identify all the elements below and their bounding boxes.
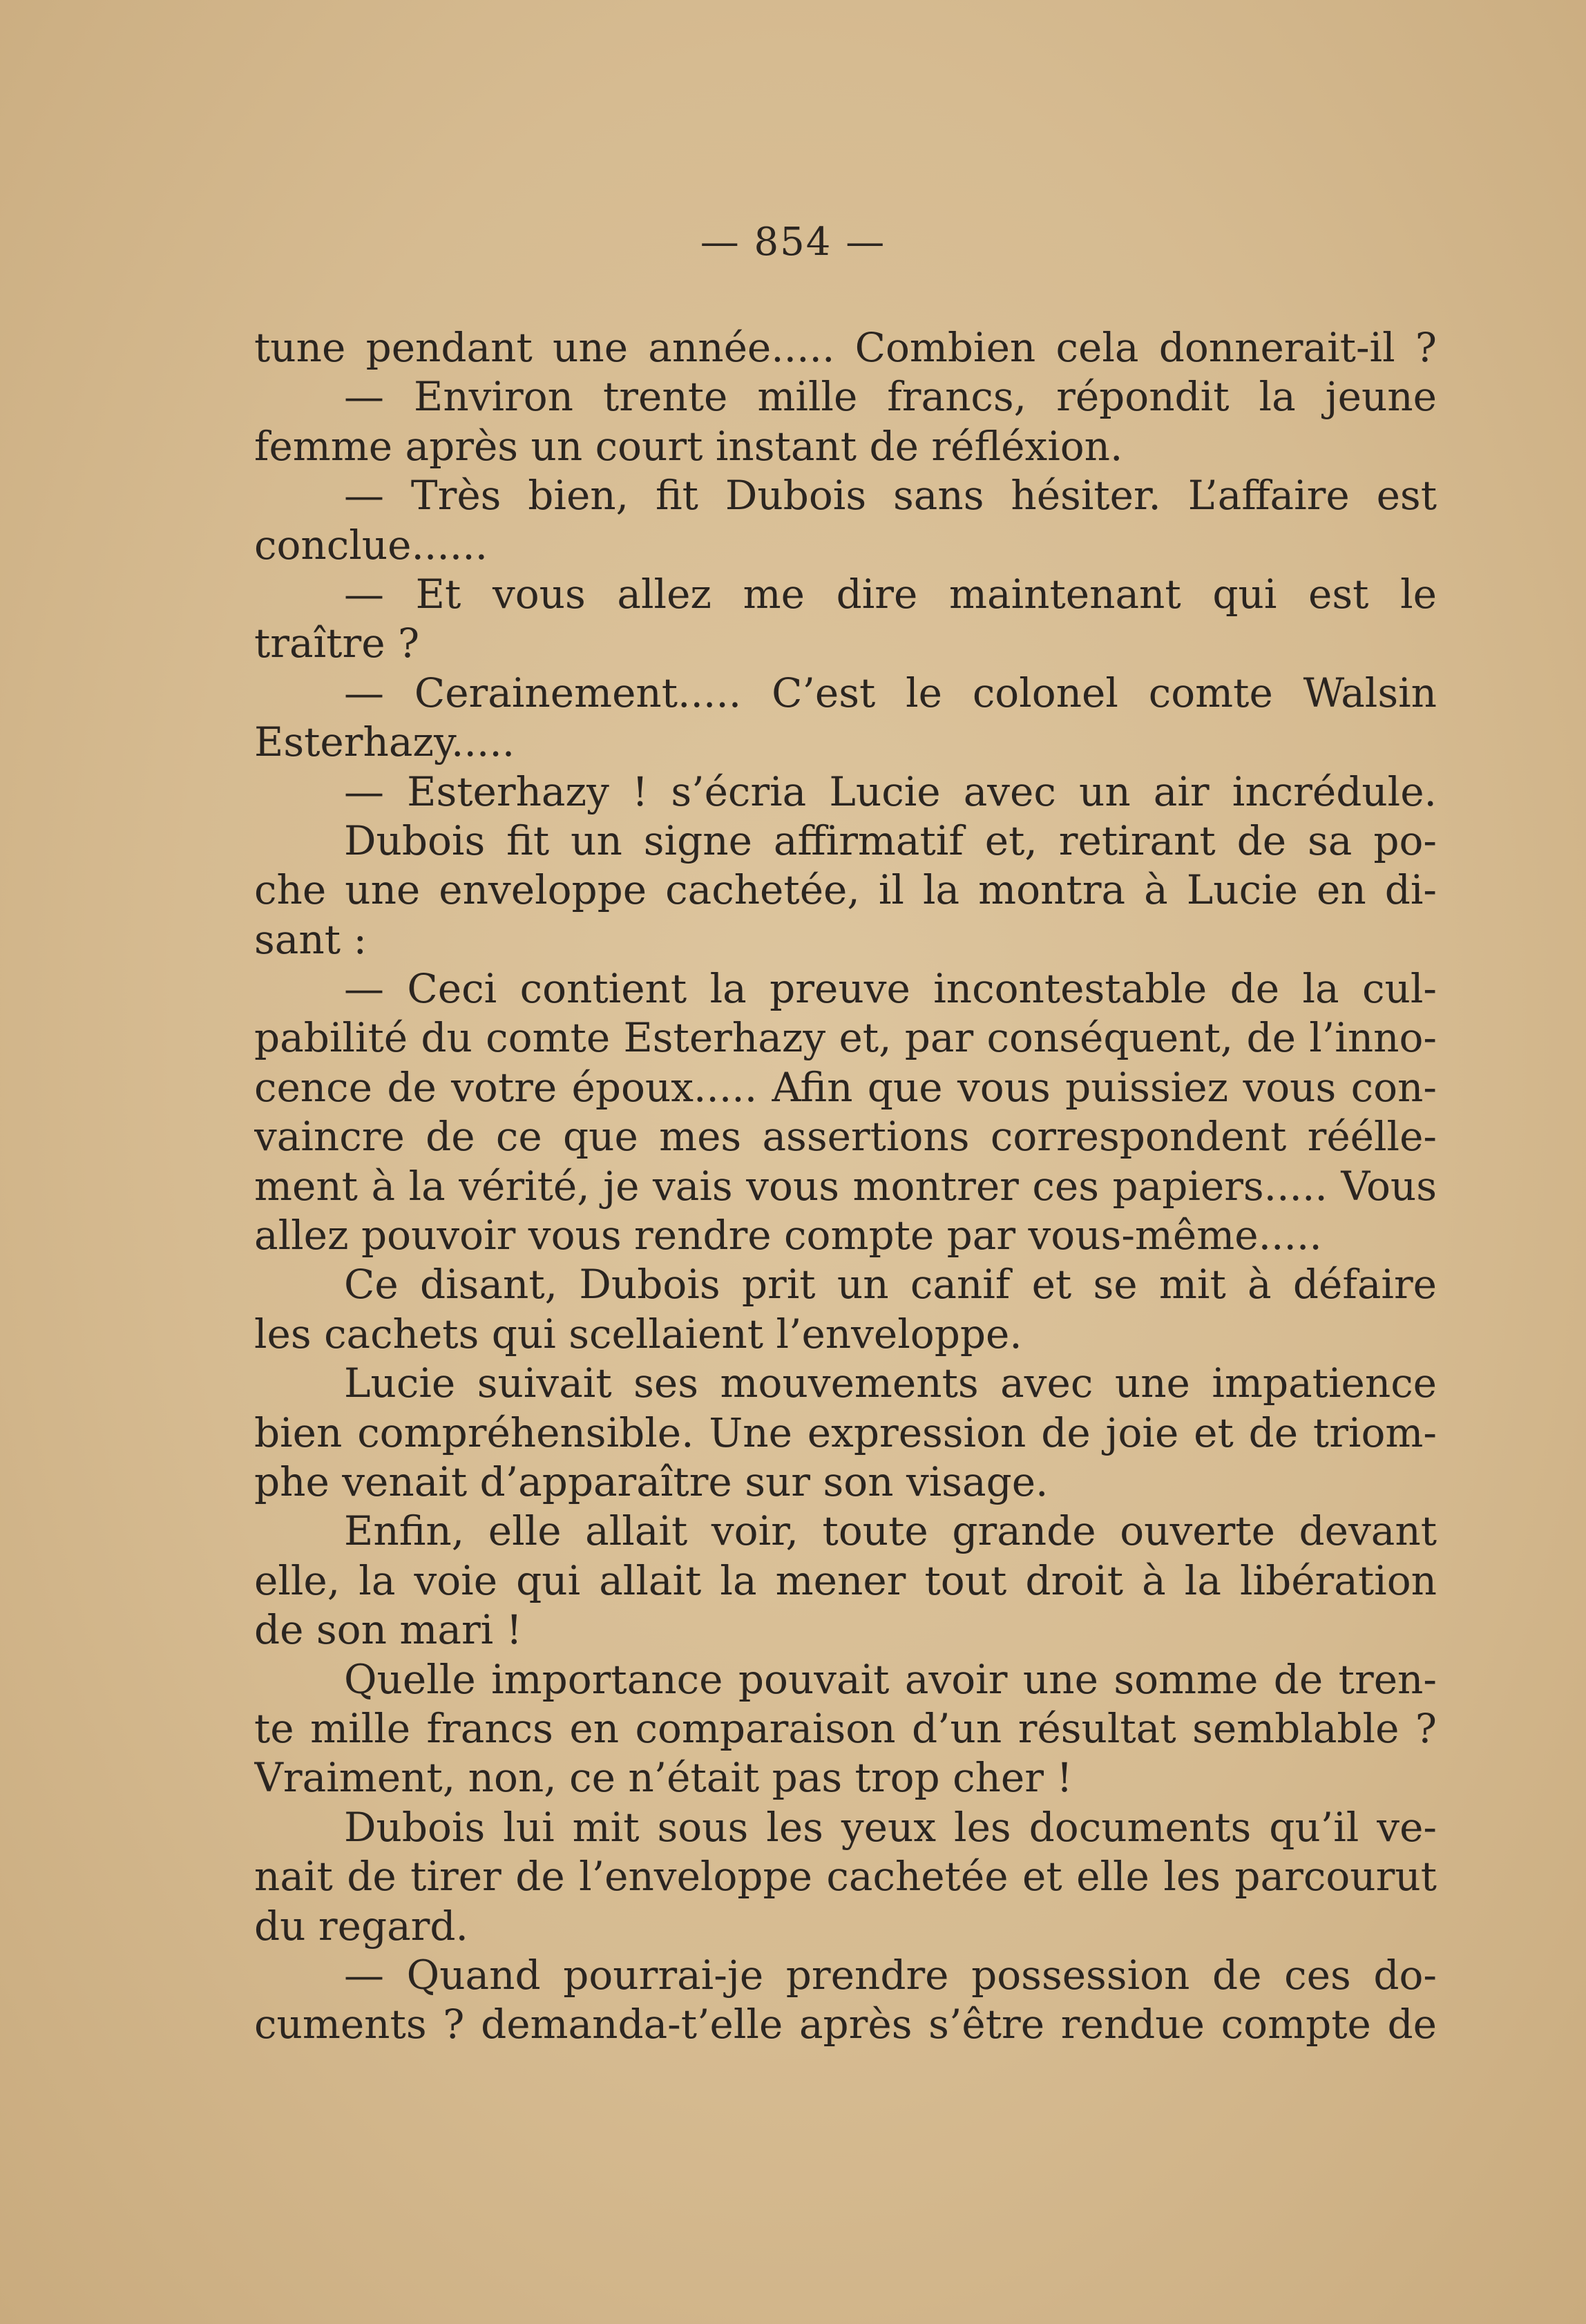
- text-line: — Et vous allez me dire maintenant qui est le: [344, 570, 1437, 618]
- text-line: de son mari !: [254, 1606, 522, 1654]
- text-line: ment à la vérité, je vais vous montrer ces papiers..... Vous: [254, 1162, 1437, 1210]
- text-line: conclue......: [254, 521, 488, 569]
- text-line: — Ceci contient la preuve incontestable de la cul-: [344, 965, 1437, 1013]
- text-line: che une enveloppe cachetée, il la montra à Lucie en di-: [254, 866, 1437, 914]
- text-line: Ce disant, Dubois prit un canif et se mit à défaire: [344, 1261, 1437, 1308]
- text-line: tune pendant une année..... Combien cela donnerait-il ?: [254, 324, 1437, 371]
- text-line: phe venait d’apparaître sur son visage.: [254, 1458, 1049, 1505]
- text-line: cuments ? demanda-t’elle après s’être rendue compte de: [254, 2001, 1437, 2048]
- text-line: — Esterhazy ! s’écria Lucie avec un air incrédule.: [344, 768, 1437, 815]
- text-line: pabilité du comte Esterhazy et, par conséquent, de l’inno-: [254, 1014, 1437, 1062]
- text-line: sant :: [254, 915, 367, 963]
- page-number: — 854 —: [700, 220, 886, 265]
- text-line: du regard.: [254, 1902, 468, 1950]
- text-line: bien compréhensible. Une expression de joie et de triom-: [254, 1409, 1437, 1456]
- text-line: femme après un court instant de réfléxion.: [254, 422, 1123, 470]
- text-line: elle, la voie qui allait la mener tout droit à la libération: [254, 1556, 1437, 1604]
- text-line: vaincre de ce que mes assertions correspondent réélle-: [254, 1113, 1437, 1161]
- text-line: Enfin, elle allait voir, toute grande ouverte devant: [344, 1507, 1437, 1555]
- text-line: Quelle importance pouvait avoir une somme de tren-: [344, 1655, 1437, 1703]
- text-line: Esterhazy.....: [254, 718, 515, 766]
- text-line: traître ?: [254, 620, 420, 667]
- text-line: Dubois fit un signe affirmatif et, retirant de sa po-: [344, 817, 1437, 864]
- text-line: Vraiment, non, ce n’était pas trop cher !: [254, 1754, 1073, 1802]
- text-line: cence de votre époux..... Afin que vous puissiez vous con-: [254, 1063, 1437, 1111]
- body-text: [254, 323, 1437, 2050]
- text-line: — Très bien, fit Dubois sans hésiter. L’affaire est: [344, 472, 1437, 520]
- text-line: Lucie suivait ses mouvements avec une impatience: [344, 1360, 1437, 1407]
- text-line: — Environ trente mille francs, répondit la jeune: [344, 373, 1437, 421]
- text-line: Dubois lui mit sous les yeux les documents qu’il ve-: [344, 1803, 1437, 1851]
- text-line: — Cerainement..... C’est le colonel comte Walsin: [344, 669, 1437, 716]
- text-line: les cachets qui scellaient l’enveloppe.: [254, 1310, 1022, 1358]
- text-line: — Quand pourrai-je prendre possession de ces do-: [344, 1951, 1437, 1999]
- text-line: te mille francs en comparaison d’un résultat semblable ?: [254, 1704, 1437, 1752]
- text-line: nait de tirer de l’enveloppe cachetée et elle les parcourut: [254, 1853, 1437, 1901]
- text-line: allez pouvoir vous rendre compte par vous-même.....: [254, 1212, 1322, 1259]
